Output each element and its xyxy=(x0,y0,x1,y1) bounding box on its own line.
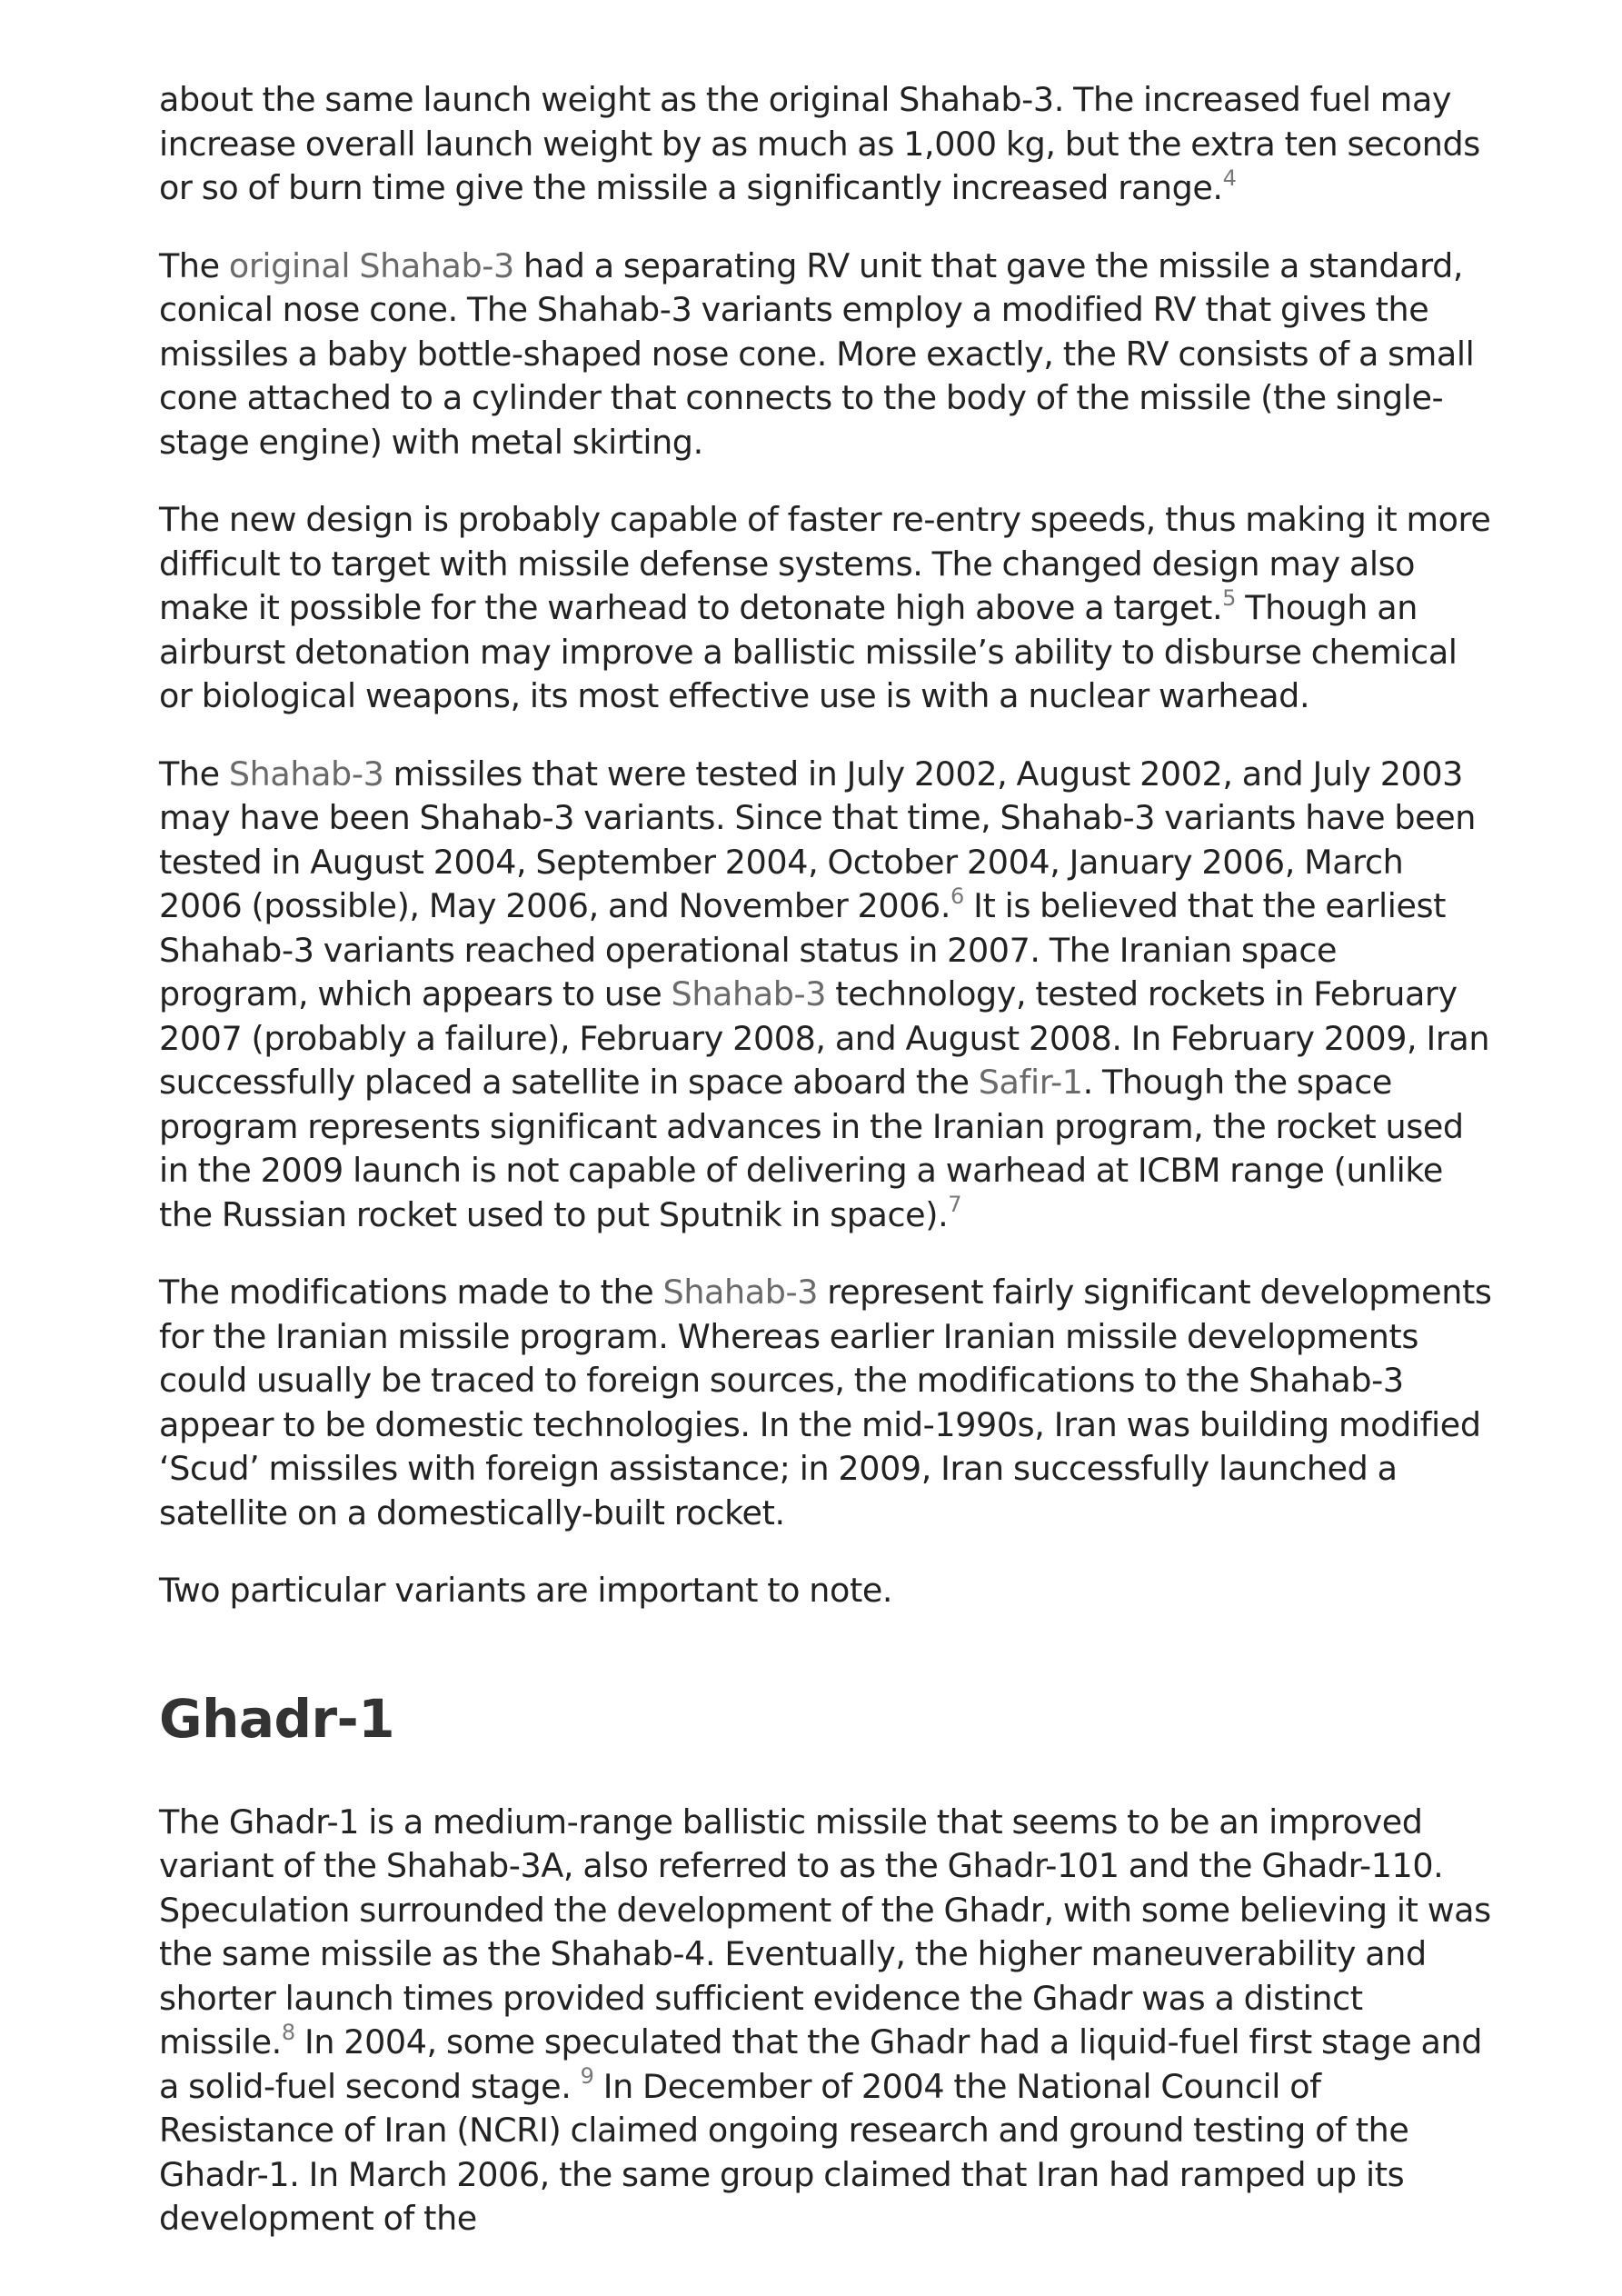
paragraph-text: The Ghadr-1 is a medium-range ballistic missile that seems to be an improved variant of the Shahab-3A, also referred to as the Ghadr-101 and the Ghadr-110. Speculation surrounded the development of the Ghadr, with some believing it was the same missile as the Shahab-4. Eventually, the higher maneuverability and shorter launch times provided sufficient evidence the Ghadr was a distinct missile. xyxy=(159,1802,1491,2061)
paragraph-text: missiles that were tested in July 2002, August 2002, and July 2003 may have been Shahab-3 variants. Since that time, Shahab-3 variants have been tested in August 2004, September 2004, October 2004, January 2006, March 2006 (possible), May 2006, and November 2006. xyxy=(159,754,1476,925)
link-safir-1[interactable]: Safir-1 xyxy=(978,1063,1083,1102)
paragraph-launch-weight xyxy=(159,78,1495,211)
paragraph-text: In December of 2004 the National Council of Resistance of Iran (NCRI) claimed ongoing research and ground testing of the Ghadr-1. In March 2006, the same group claimed that Iran had ramped up its development of the xyxy=(159,2066,1409,2238)
paragraph-text: The modifications made to the xyxy=(159,1273,663,1312)
document-page xyxy=(159,78,1495,2241)
paragraph-new-design xyxy=(159,498,1495,719)
paragraph-text: Two particular variants are important to note. xyxy=(159,1571,893,1610)
link-shahab-3[interactable]: Shahab-3 xyxy=(662,1273,819,1312)
paragraph-tests xyxy=(159,753,1495,1238)
paragraph-text: Though an airburst detonation may improve a ballistic missile’s ability to disburse chemical or biological weapons, its most effective use is with a nuclear warhead. xyxy=(159,588,1458,715)
paragraph-text: technology, tested rockets in February 2007 (probably a failure), February 2008, and August 2008. In February 2009, Iran successfully placed a satellite in space aboard the xyxy=(159,974,1490,1102)
paragraph-text: . Though the space program represents significant advances in the Iranian program, the rocket used in the 2009 launch is not capable of delivering a warhead at ICBM range (unlike the Russian rocket used to put Sputnik in space). xyxy=(159,1063,1464,1234)
link-shahab-3[interactable]: Shahab-3 xyxy=(228,754,384,794)
section-heading-ghadr-1: Ghadr-1 xyxy=(159,1687,395,1750)
paragraph-two-variants xyxy=(159,1569,1495,1613)
footnote-ref-6[interactable]: 6 xyxy=(950,883,964,909)
footnote-ref-8[interactable]: 8 xyxy=(281,2019,295,2045)
paragraph-text: In 2004, some speculated that the Ghadr had a liquid-fuel first stage and a solid-fuel second stage. xyxy=(159,2022,1482,2106)
footnote-ref-9[interactable]: 9 xyxy=(580,2063,594,2090)
paragraph-text: The xyxy=(159,754,229,794)
paragraph-text: It is believed that the earliest Shahab-3 variants reached operational status in 2007. The Iranian space program, which appears to use xyxy=(159,886,1447,1013)
footnote-ref-4[interactable]: 4 xyxy=(1222,165,1237,191)
paragraph-modifications xyxy=(159,1271,1495,1535)
link-original-shahab-3[interactable]: original Shahab-3 xyxy=(228,245,514,285)
paragraph-text: The xyxy=(159,245,229,285)
paragraph-rv-unit xyxy=(159,245,1495,465)
footnote-ref-5[interactable]: 5 xyxy=(1222,584,1237,611)
paragraph-text: about the same launch weight as the original Shahab-3. The increased fuel may increase overall launch weight by as much as 1,000 kg, but the extra ten seconds or so of burn time give the missile a significantly increased range. xyxy=(159,80,1480,207)
paragraph-text: represent fairly significant developments for the Iranian missile program. Whereas earlier Iranian missile developments could usually be traced to foreign sources, the modifications to the Shahab-3 appear to be domestic technologies. In the mid-1990s, Iran was building modified ‘Scud’ missiles with foreign assistance; in 2009, Iran successfully launched a satellite on a domestically-built rocket. xyxy=(159,1273,1492,1532)
paragraph-ghadr-1 xyxy=(159,1801,1495,2241)
link-shahab-3[interactable]: Shahab-3 xyxy=(671,974,827,1013)
footnote-ref-7[interactable]: 7 xyxy=(948,1192,962,1218)
paragraph-text: had a separating RV unit that gave the missile a standard, conical nose cone. The Shahab-3 variants employ a modified RV that gives the missiles a baby bottle-shaped nose cone. More exactly, the RV consists of a small cone attached to a cylinder that connects to the body of the missile (the single-stage engine) with metal skirting. xyxy=(159,245,1475,462)
paragraph-text: The new design is probably capable of faster re-entry speeds, thus making it more difficult to target with missile defense systems. The changed design may also make it possible for the warhead to detonate high above a target. xyxy=(159,500,1491,627)
